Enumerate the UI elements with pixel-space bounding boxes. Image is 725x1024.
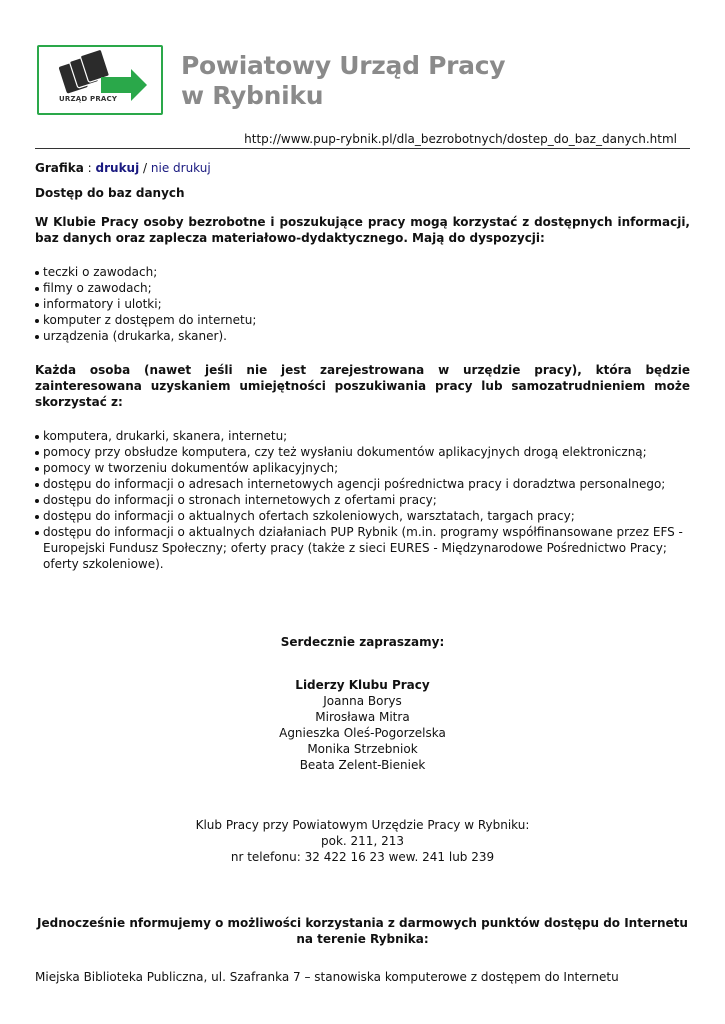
list-item: informatory i ulotki; xyxy=(35,296,690,312)
leader-name: Mirosława Mitra xyxy=(315,710,410,724)
library-info: Miejska Biblioteka Publiczna, ul. Szafranka 7 – stanowiska komputerowe z dostępem do Internetu xyxy=(35,970,619,984)
organization-name xyxy=(181,51,505,111)
list-item: komputer z dostępem do internetu; xyxy=(35,312,690,328)
leader-name: Joanna Borys xyxy=(323,694,402,708)
org-name-line2: w Rybniku xyxy=(181,81,324,110)
grafika-label: Grafika xyxy=(35,161,84,175)
services-list xyxy=(35,428,690,572)
list-item: teczki o zawodach; xyxy=(35,264,690,280)
no-print-link[interactable]: nie drukuj xyxy=(150,161,211,175)
article-content xyxy=(35,160,690,985)
page-url: http://www.pup-rybnik.pl/dla_bezrobotnych/dostep_do_baz_danych.html xyxy=(244,132,677,146)
room-numbers: pok. 211, 213 xyxy=(321,834,404,848)
print-link[interactable]: drukuj xyxy=(95,161,140,175)
list-item: dostępu do informacji o aktualnych działaniach PUP Rybnik (m.in. programy współfinansowane przez EFS - Europejski Fundusz Społeczny; oferty pracy (także z sieci EURES - Międzynarodowe Pośrednictwo Pracy; oferty szkoleniowe). xyxy=(35,524,690,572)
grafika-slash: / xyxy=(139,161,151,175)
list-item: komputera, drukarki, skanera, internetu; xyxy=(35,428,690,444)
intro-paragraph: W Klubie Pracy osoby bezrobotne i poszukujące pracy mogą korzystać z dostępnych informacji, baz danych oraz zaplecza materiałowo-dydaktycznego. Mają do dyspozycji: xyxy=(35,215,690,245)
logo-cards-arrow-icon xyxy=(39,47,161,113)
leaders-title: Liderzy Klubu Pracy xyxy=(295,678,430,692)
leader-name: Agnieszka Oleś-Pogorzelska xyxy=(279,726,446,740)
list-item: dostępu do informacji o stronach internetowych z ofertami pracy; xyxy=(35,492,690,508)
org-name-line1: Powiatowy Urząd Pracy xyxy=(181,51,506,80)
print-mode-switch xyxy=(35,160,690,176)
leader-name: Monika Strzebniok xyxy=(307,742,418,756)
list-item: dostępu do informacji o aktualnych ofertach szkoleniowych, warsztatach, targach pracy; xyxy=(35,508,690,524)
internet-access-notice: Jednocześnie nformujemy o możliwości korzystania z darmowych punktów dostępu do Internetu na terenie Rybnika: xyxy=(37,916,688,946)
list-item: pomocy przy obsłudze komputera, czy też wysłaniu dokumentów aplikacyjnych drogą elektroniczną; xyxy=(35,444,690,460)
logo-caption: URZĄD PRACY xyxy=(59,95,118,103)
list-item: filmy o zawodach; xyxy=(35,280,690,296)
list-item: urządzenia (drukarka, skaner). xyxy=(35,328,690,344)
phone-number: nr telefonu: 32 422 16 23 wew. 241 lub 239 xyxy=(230,850,495,864)
header-divider xyxy=(35,148,690,149)
list-item: pomocy w tworzeniu dokumentów aplikacyjnych; xyxy=(35,460,690,476)
invitation: Serdecznie zapraszamy: xyxy=(280,635,445,649)
resources-list xyxy=(35,264,690,344)
page-title: Dostęp do baz danych xyxy=(35,186,185,200)
grafika-separator: : xyxy=(83,161,96,175)
leader-name: Beata Zelent-Bieniek xyxy=(299,758,426,772)
list-item: dostępu do informacji o adresach internetowych agencji pośrednictwa pracy i doradztwa personalnego; xyxy=(35,476,690,492)
eligibility-paragraph: Każda osoba (nawet jeśli nie jest zarejestrowana w urzędzie pracy), która będzie zainteresowana uzyskaniem umiejętności poszukiwania pracy lub samozatrudnieniem może skorzystać z: xyxy=(35,363,690,409)
club-address: Klub Pracy przy Powiatowym Urzędzie Pracy w Rybniku: xyxy=(195,818,530,832)
pup-logo xyxy=(37,45,163,115)
